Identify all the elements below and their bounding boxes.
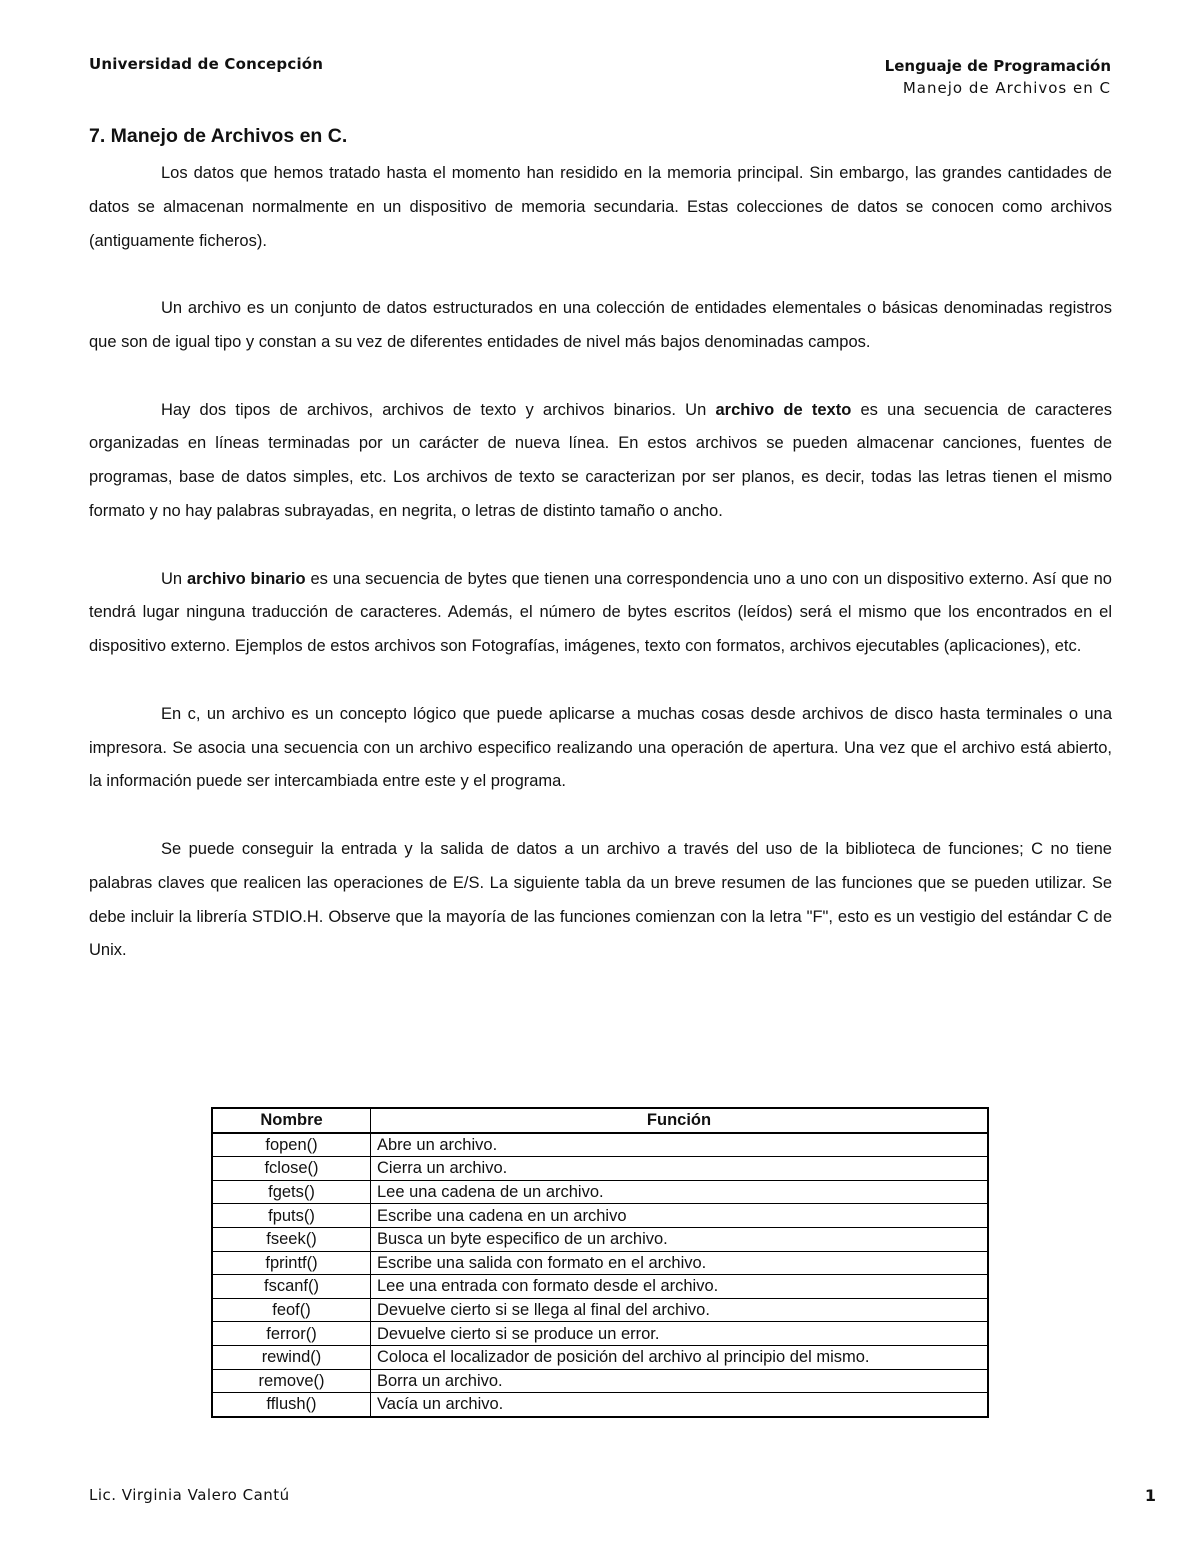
- text-run: Un: [161, 569, 187, 588]
- function-name-cell: fflush(): [212, 1393, 371, 1417]
- paragraph-intro: Los datos que hemos tratado hasta el momento han residido en la memoria principal. Sin embargo, las grandes cantidades de datos se almacenan normalmente en un dispositivo de memoria secundaria. Estas colecciones de datos se conocen como archivos (antiguamente ficheros).: [89, 164, 1112, 250]
- text-run: es una secuencia de caracteres organizadas en líneas terminadas por un carácter de nueva línea. En estos archivos se pueden almacenar canciones, fuentes de programas, base de datos simples, etc. Los archivos de texto se caracterizan por ser planos, es decir, todas las letras tienen el mismo formato y no hay palabras subrayadas, en negrita, o letras de distinto tamaño o ancho.: [89, 400, 1112, 520]
- function-name-cell: fseek(): [212, 1227, 371, 1251]
- header-right: [885, 55, 1111, 99]
- paragraph-text-files: [89, 394, 1112, 529]
- function-description-cell: Cierra un archivo.: [371, 1157, 989, 1181]
- bold-term: archivo binario: [186, 569, 306, 588]
- table-row: [212, 1204, 988, 1228]
- function-description-cell: Devuelve cierto si se produce un error.: [371, 1322, 989, 1346]
- function-description-cell: Abre un archivo.: [371, 1133, 989, 1157]
- table-row: [212, 1133, 988, 1157]
- table-row: [212, 1322, 988, 1346]
- table-row: [212, 1298, 988, 1322]
- footer-author: Lic. Virginia Valero Cantú: [89, 1486, 290, 1504]
- bold-term: archivo de texto: [715, 400, 852, 419]
- functions-table: [211, 1107, 989, 1418]
- function-name-cell: fscanf(): [212, 1275, 371, 1299]
- header-topic: Manejo de Archivos en C: [902, 79, 1111, 97]
- function-name-cell: fputs(): [212, 1204, 371, 1228]
- function-description-cell: Lee una cadena de un archivo.: [371, 1180, 989, 1204]
- table-header-row: [212, 1108, 988, 1133]
- function-name-cell: ferror(): [212, 1322, 371, 1346]
- table-row: [212, 1369, 988, 1393]
- function-name-cell: fopen(): [212, 1133, 371, 1157]
- paragraph-binary-files: [89, 563, 1112, 664]
- page-number: 1: [1144, 1486, 1156, 1505]
- function-description-cell: Coloca el localizador de posición del archivo al principio del mismo.: [371, 1345, 989, 1369]
- paragraph-definition: Un archivo es un conjunto de datos estructurados en una colección de entidades elementales o básicas denominadas registros que son de igual tipo y constan a su vez de diferentes entidades de nivel más bajos denominadas campos.: [89, 299, 1112, 351]
- function-name-cell: remove(): [212, 1369, 371, 1393]
- table-row: [212, 1227, 988, 1251]
- function-name-cell: feof(): [212, 1298, 371, 1322]
- text-run: es una secuencia de bytes que tienen una correspondencia uno a uno con un dispositivo externo. Así que no tendrá lugar ninguna traducción de caracteres. Además, el número de bytes escritos (leídos) será el mismo que los encontrados en el dispositivo externo. Ejemplos de estos archivos son Fotografías, imágenes, texto con formatos, archivos ejecutables (aplicaciones), etc.: [89, 569, 1112, 656]
- document-body: [89, 157, 1112, 968]
- function-name-cell: fclose(): [212, 1157, 371, 1181]
- paragraph-logical-concept: En c, un archivo es un concepto lógico que puede aplicarse a muchas cosas desde archivos de disco hasta terminales o una impresora. Se asocia una secuencia con un archivo especifico realizando una operación de apertura. Una vez que el archivo está abierto, la información puede ser intercambiada entre este y el programa.: [89, 704, 1112, 791]
- function-description-cell: Devuelve cierto si se llega al final del archivo.: [371, 1298, 989, 1322]
- function-name-cell: fprintf(): [212, 1251, 371, 1275]
- function-name-cell: rewind(): [212, 1345, 371, 1369]
- column-header-function: Función: [371, 1108, 989, 1133]
- function-description-cell: Lee una entrada con formato desde el archivo.: [371, 1275, 989, 1299]
- section-title: 7. Manejo de Archivos en C.: [89, 125, 348, 147]
- function-name-cell: fgets(): [212, 1180, 371, 1204]
- function-description-cell: Busca un byte especifico de un archivo.: [371, 1227, 989, 1251]
- paragraph-library: Se puede conseguir la entrada y la salida de datos a un archivo a través del uso de la biblioteca de funciones; C no tiene palabras claves que realicen las operaciones de E/S. La siguiente tabla da un breve resumen de las funciones que se pueden utilizar. Se debe incluir la librería STDIO.H. Observe que la mayoría de las funciones comienzan con la letra "F", esto es un vestigio del estándar C de Unix.: [89, 839, 1112, 960]
- function-description-cell: Borra un archivo.: [371, 1369, 989, 1393]
- header-university: Universidad de Concepción: [89, 55, 324, 73]
- column-header-name: Nombre: [212, 1108, 371, 1133]
- function-description-cell: Vacía un archivo.: [371, 1393, 989, 1417]
- function-description-cell: Escribe una salida con formato en el archivo.: [371, 1251, 989, 1275]
- table-row: [212, 1251, 988, 1275]
- table-row: [212, 1393, 988, 1417]
- text-run: Hay dos tipos de archivos, archivos de texto y archivos binarios. Un: [161, 400, 716, 419]
- function-description-cell: Escribe una cadena en un archivo: [371, 1204, 989, 1228]
- table-row: [212, 1157, 988, 1181]
- table-row: [212, 1180, 988, 1204]
- table-row: [212, 1275, 988, 1299]
- header-course: Lenguaje de Programación: [884, 57, 1111, 75]
- table-row: [212, 1345, 988, 1369]
